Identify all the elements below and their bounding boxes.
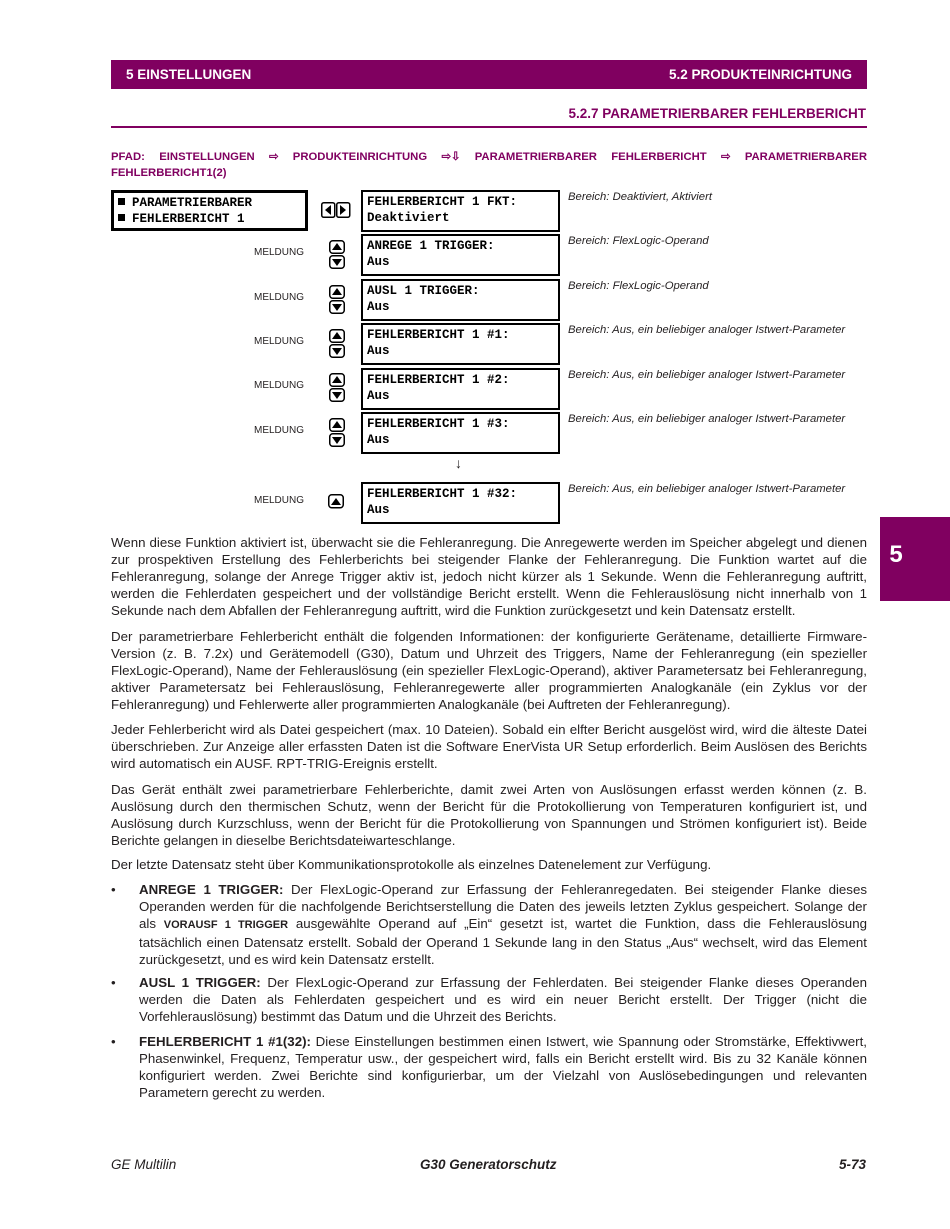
setting-box-channel-1 — [361, 323, 560, 365]
paragraph: Wenn diese Funktion aktiviert ist, überwacht sie die Fehleranregung. Die Anregewerte werden im Speicher abgelegt und dienen zur prospektiven Erstellung des Fehlerberichts bei steigender Flanke der Fehleranregung. Die Funktion wartet auf die Fehleranregung, solange der Anrege Trigger aktiv ist, jedoch nicht kürzer als 1 Sekunde. Wenn die Fehleranregung auftritt, werden die Fehlerdaten gespeichert und der vollständige Bericht erstellt. Wenn die Fehlerauslösung nicht innerhalb von 1 Sekunde nach dem Abfallen der Fehleranregung auftritt, wird die Funktion zurückgesetzt und kein Datensatz erstellt. — [111, 535, 867, 618]
bullet-dot: • — [111, 1034, 116, 1049]
setting-box-pickup-trigger — [361, 234, 560, 276]
bullet-dot: • — [111, 882, 116, 897]
meldung-label: MELDUNG — [254, 292, 305, 303]
setting-value: Aus — [367, 433, 390, 447]
setting-name: FEHLERBERICHT 1 FKT: — [367, 195, 518, 209]
menu-line-2: FEHLERBERICHT 1 — [118, 211, 301, 227]
setting-value: Aus — [367, 389, 390, 403]
setting-name: AUSL 1 TRIGGER: — [367, 284, 480, 298]
bullet-item — [111, 881, 867, 968]
paragraph: Das Gerät enthält zwei parametrierbare Fehlerberichte, damit zwei Arten von Auslösungen erfasst werden können (z. B. Auslösung durch den thermischen Schutz, wenn der Bericht für die Protokollierung von Temperaturen konfiguriert ist, und Auslösung durch Kurzschluss, wenn der Bericht für die Protokollierung von Spannungen und Strömen konfiguriert ist). Beide Berichte gelangen in dieselbe Berichtsdateiwarteschlange. — [111, 782, 867, 848]
bullet-square-icon — [118, 198, 125, 205]
footer-company: GE Multilin — [111, 1157, 177, 1172]
up-down-arrows-icon — [329, 240, 345, 269]
setting-value: Aus — [367, 503, 390, 517]
menu-line-1: PARAMETRIERBARER — [118, 195, 301, 211]
menu-box-fault-report — [111, 190, 308, 231]
up-down-arrows-icon — [329, 418, 345, 447]
meldung-label: MELDUNG — [254, 336, 305, 347]
footer-product: G30 Generatorschutz — [420, 1157, 557, 1172]
setting-range: Bereich: Aus, ein beliebiger analoger Istwert-Parameter — [568, 483, 846, 495]
subsection-title: 5.2.7 PARAMETRIERBARER FEHLERBERICHT — [568, 106, 866, 121]
setting-value: Aus — [367, 255, 390, 269]
setting-range: Bereich: FlexLogic-Operand — [568, 280, 709, 292]
section-title: 5.2 PRODUKTEINRICHTUNG — [668, 67, 852, 82]
setting-range: Bereich: Aus, ein beliebiger analoger Istwert-Parameter — [568, 369, 846, 381]
bullet-text: ANREGE 1 TRIGGER: Der FlexLogic-Operand zur Erfassung der Fehleranregedaten. Bei steigender Flanke dieses Operanden werden für die nachfolgende Berichtserstellung die Daten des jeweils letzten Zyklus gespeichert. Solange der als VORAUSF 1 TRIGGER ausgewählte Operand auf „Ein“ gesetzt ist, wartet die Funktion, dass die Fehlerauslösung tatsächlich einen Datensatz erstellt. Sobald der Operand 1 Sekunde lang in den Status „Aus“ wechselt, wird das Element zurückgesetzt, und es wird kein Datensatz erstellt. — [139, 882, 867, 967]
bullet-item — [111, 974, 867, 1025]
meldung-label: MELDUNG — [254, 495, 305, 506]
up-arrow-icon — [328, 494, 344, 509]
setting-range: Bereich: Aus, ein beliebiger analoger Istwert-Parameter — [568, 324, 846, 336]
setting-box-report-function — [361, 190, 560, 232]
bullet-dot: • — [111, 975, 116, 990]
meldung-label: MELDUNG — [254, 380, 305, 391]
paragraph: Der parametrierbare Fehlerbericht enthält die folgenden Informationen: der konfigurierte Gerätename, detaillierte Firmware-Version (z. B. 7.2x) und Gerätemodell (G30), Datum und Uhrzeit des Triggers, Name der Fehleranregung (ein spezieller FlexLogic-Operand), Name der Fehlerauslösung (ein spezieller FlexLogic-Operand), aktiver Parametersatz bei Fehleranregung, aktiver Parametersatz bei Fehlerauslösung, Fehleranregewerte aller programmierten Analogkanäle (ein Zyklus vor der Fehleranregung) und Fehlerwerte aller programmierten Analogkanäle (bei Auftreten der Fehleranregung). — [111, 629, 867, 712]
setting-range: Bereich: Aus, ein beliebiger analoger Istwert-Parameter — [568, 413, 846, 425]
meldung-label: MELDUNG — [254, 247, 305, 258]
down-arrow-icon: ↓ — [455, 455, 462, 471]
up-down-arrows-icon — [329, 373, 345, 402]
setting-box-channel-3 — [361, 412, 560, 454]
chapter-tab-label: 5 — [889, 541, 903, 568]
setting-value: Aus — [367, 344, 390, 358]
setting-reference: VORAUSF 1 TRIGGER — [163, 919, 289, 931]
meldung-label: MELDUNG — [254, 425, 305, 436]
bullet-term: FEHLERBERICHT 1 #1(32): — [139, 1034, 311, 1049]
bullet-item — [111, 1033, 867, 1101]
bullet-square-icon — [118, 214, 125, 221]
bullet-term: AUSL 1 TRIGGER: — [139, 975, 261, 990]
setting-name: FEHLERBERICHT 1 #1: — [367, 328, 510, 342]
setting-range: Bereich: FlexLogic-Operand — [568, 235, 709, 247]
setting-box-trip-trigger — [361, 279, 560, 321]
chapter-title: 5 EINSTELLUNGEN — [126, 67, 252, 82]
paragraph: Jeder Fehlerbericht wird als Datei gespeichert (max. 10 Dateien). Sobald ein elfter Bericht ausgelöst wird, wird die älteste Datei überschrieben. Zur Anzeige aller erfassten Daten ist die Software EnerVista UR Setup erforderlich. Beim Auslösen des Berichts wird automatisch ein AUSF. RPT-TRIG-Ereignis erstellt. — [111, 722, 867, 771]
up-down-arrows-icon — [329, 329, 345, 358]
paragraph: Der letzte Datensatz steht über Kommunikationsprotokolle als einzelnes Datenelement zur Verfügung. — [111, 857, 712, 872]
setting-name: FEHLERBERICHT 1 #32: — [367, 487, 518, 501]
setting-value: Deaktiviert — [367, 211, 450, 225]
setting-box-channel-32 — [361, 482, 560, 524]
settings-path: PFAD: EINSTELLUNGEN ⇨ PRODUKTEINRICHTUNG ⇨⇩ PARAMETRIERBARER FEHLERBERICHT ⇨ PARAMETRIERBARER FEHLERBERICHT1(2) — [111, 151, 867, 179]
up-down-arrows-icon — [329, 285, 345, 314]
setting-name: FEHLERBERICHT 1 #2: — [367, 373, 510, 387]
setting-range: Bereich: Deaktiviert, Aktiviert — [568, 191, 712, 203]
subsection-rule — [111, 126, 867, 128]
left-right-arrows-icon — [321, 202, 351, 218]
setting-box-channel-2 — [361, 368, 560, 410]
bullet-text: AUSL 1 TRIGGER: Der FlexLogic-Operand zur Erfassung der Fehlerdaten. Bei steigender Flanke dieses Operanden werden die Daten als Fehlerdaten gespeichert und es wird ein neuer Bericht erstellt. Der Trigger (nicht die Vorfehlerauslösung) bestimmt das Datum und die Uhrzeit des Berichts. — [139, 975, 867, 1024]
setting-value: Aus — [367, 300, 390, 314]
setting-name: FEHLERBERICHT 1 #3: — [367, 417, 510, 431]
page-number: 5-73 — [838, 1157, 866, 1172]
bullet-term: ANREGE 1 TRIGGER: — [139, 882, 284, 897]
setting-name: ANREGE 1 TRIGGER: — [367, 239, 495, 253]
bullet-text: FEHLERBERICHT 1 #1(32): Diese Einstellungen bestimmen einen Istwert, wie Spannung oder Stromstärke, Effektivwert, Phasenwinkel, Frequenz, Temperatur usw., der gespeichert wird, falls ein Bericht erstellt wird. Bis zu 32 Kanäle können konfiguriert werden. Zwei Berichte sind konfigurierbar, um der Vielzahl von Auslösebedingungen und relevanten Parametern gerecht zu werden. — [139, 1034, 867, 1100]
